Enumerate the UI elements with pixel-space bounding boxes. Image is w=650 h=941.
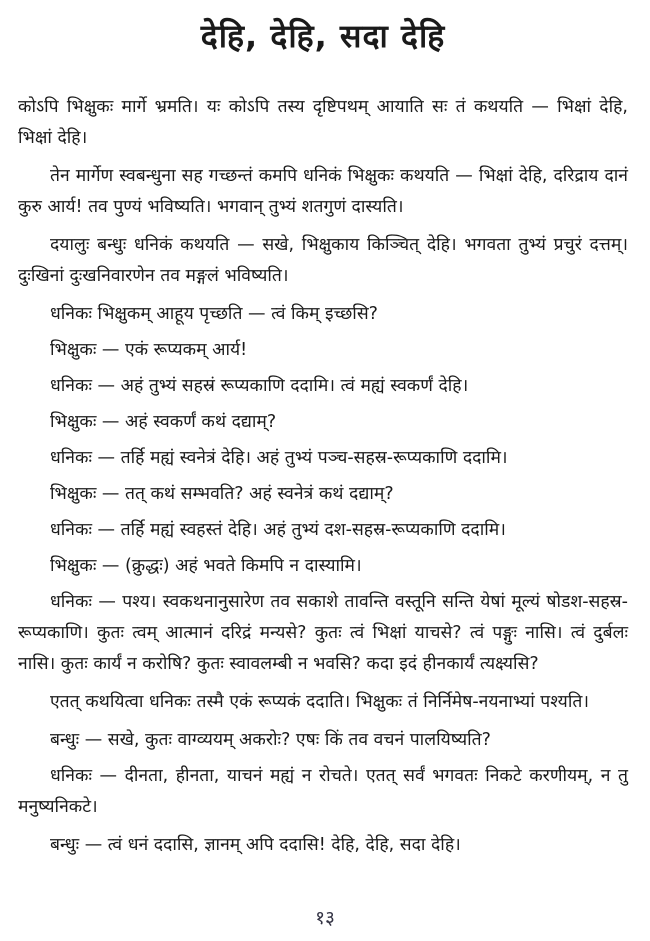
page-number: १३ (315, 907, 335, 929)
paragraph-rich-man-reply: धनिकः — दीनता, हीनता, याचनं मह्यं न रोचते। एतत् सर्वं भगवतः निकटे करणीयम्, न तु मनुष्यनिकटे। (18, 766, 628, 817)
dialogue-line-final: बन्धुः — त्वं धनं ददासि, ज्ञानम् अपि ददासि! देहि, देहि, सदा देहि। (50, 835, 461, 855)
dialogue-line: बन्धुः — सखे, कुतः वाग्व्ययम् अकरोः? एषः किं तव वचनं पालयिष्यति? (50, 730, 491, 750)
dialogue-line: भिक्षुकः — (क्रुद्धः) अहं भवते किमपि न दास्यामि। (50, 556, 362, 576)
paragraph-friend-advises: दयालुः बन्धुः धनिकं कथयति — सखे, भिक्षुकाय किञ्चित् देहि। भगवता तुभ्यं प्रचुरं दत्तम्। दुःखिनां दुःखनिवारणेन तव मङ्गलं भविष्यति। (18, 235, 628, 286)
dialogue-line: भिक्षुकः — एकं रूप्यकम् आर्य! (50, 340, 248, 360)
dialogue-line: धनिकः — तर्हि मह्यं स्वनेत्रं देहि। अहं तुभ्यं पञ्च-सहस्र-रूप्यकाणि ददामि। (50, 448, 508, 468)
paragraph-beggar-asks: तेन मार्गेण स्वबन्धुना सह गच्छन्तं कमपि धनिकं भिक्षुकः कथयति — भिक्षां देहि, दरिद्राय दानं कुरु आर्य! तव पुण्यं भविष्यति। भगवान् तुभ्यं शतगुणं दास्यति। (18, 166, 628, 217)
paragraph-intro: कोऽपि भिक्षुकः मार्गे भ्रमति। यः कोऽपि तस्य दृष्टिपथम् आयाति सः तं कथयति — भिक्षां देहि, भिक्षां देहि। (18, 97, 628, 148)
story-body (18, 92, 628, 861)
dialogue-line: धनिकः भिक्षुकम् आहूय पृच्छति — त्वं किम् इच्छसि? (50, 304, 378, 324)
dialogue-line: धनिकः — अहं तुभ्यं सहस्रं रूप्यकाणि ददामि। त्वं मह्यं स्वकर्णं देहि। (50, 376, 469, 396)
dialogue-line: धनिकः — तर्हि मह्यं स्वहस्तं देहि। अहं तुभ्यं दश-सहस्र-रूप्यकाणि ददामि। (50, 520, 506, 540)
paragraph-rich-man-lecture: धनिकः — पश्य। स्वकथनानुसारेण तव सकाशे तावन्ति वस्तूनि सन्ति येषां मूल्यं षोडश-सहस्र-रूप्यकाणि। कुतः त्वम् आत्मानं दरिद्रं मन्यसे? कुतः त्वं भिक्षां याचसे? त्वं पङ्गुः नासि। त्वं दुर्बलः नासि। कुतः कार्यं न करोषि? कुतः स्वावलम्बी न भवसि? कदा इदं हीनकार्यं त्यक्ष्यसि? (18, 592, 628, 674)
page-title: देहि, देहि, सदा देहि (200, 17, 446, 55)
dialogue-line: भिक्षुकः — अहं स्वकर्णं कथं दद्याम्? (50, 412, 277, 432)
paragraph-rich-man-gives: एतत् कथयित्वा धनिकः तस्मै एकं रूप्यकं ददाति। भिक्षुकः तं निर्निमेष-नयनाभ्यां पश्यति। (50, 692, 589, 712)
dialogue-line: भिक्षुकः — तत् कथं सम्भवति? अहं स्वनेत्रं कथं दद्याम्? (50, 484, 394, 504)
